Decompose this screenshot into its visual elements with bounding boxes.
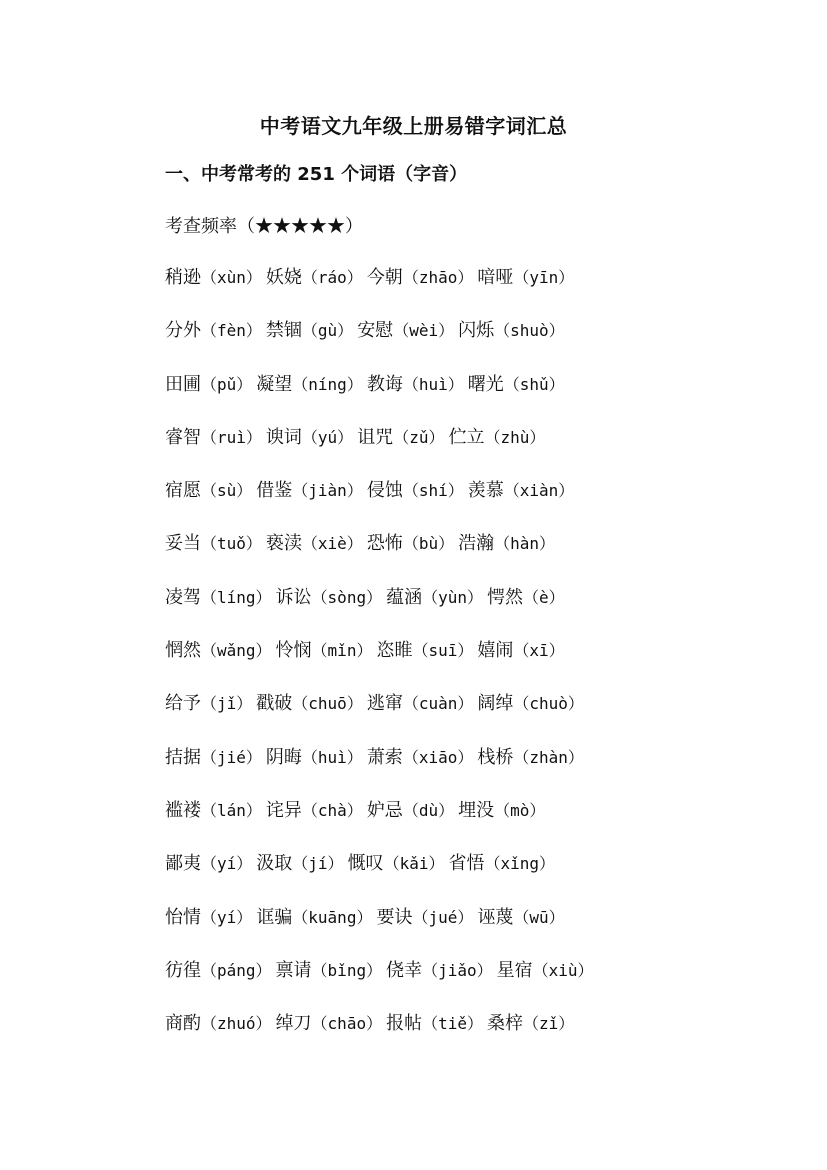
- word-text: 稍逊: [165, 267, 201, 288]
- section-heading: 一、中考常考的 251 个词语（字音）: [165, 164, 468, 185]
- word-text: 商酌: [165, 1013, 201, 1035]
- word-entry: [477, 638, 564, 664]
- word-entry: [165, 318, 262, 344]
- word-text: 鄙夷: [165, 853, 201, 875]
- word-entry: [256, 905, 372, 931]
- word-entry: [165, 265, 262, 291]
- word-entry: [357, 425, 444, 451]
- word-text: 妥当: [165, 533, 201, 555]
- word-pinyin: （jǐ）: [201, 694, 253, 714]
- word-pinyin: （chuò）: [513, 694, 584, 714]
- word-pinyin: （yīn）: [513, 268, 575, 287]
- word-entry: [497, 958, 594, 984]
- word-entry: [468, 372, 565, 398]
- word-entry: [367, 745, 474, 771]
- word-entry: [165, 691, 252, 717]
- word-entry: [266, 425, 353, 451]
- word-pinyin: （lán）: [201, 800, 262, 820]
- word-pinyin: （ruì）: [201, 427, 262, 447]
- word-pinyin: （xiù）: [532, 960, 594, 980]
- word-pinyin: （wǎng）: [201, 641, 272, 661]
- word-pinyin: （fèn）: [201, 321, 262, 341]
- word-pinyin: （jiǎo）: [422, 960, 493, 980]
- word-text: 睿智: [165, 426, 201, 448]
- word-row: [165, 585, 805, 638]
- word-pinyin: （cuàn）: [402, 694, 474, 714]
- word-entry: [367, 478, 464, 504]
- word-text: 绰刀: [275, 1013, 312, 1035]
- word-entry: [357, 318, 454, 344]
- word-pinyin: （xùn）: [201, 268, 262, 287]
- word-text: 亵渎: [265, 533, 302, 555]
- word-entry: [266, 318, 353, 344]
- word-pinyin: （níng）: [292, 374, 363, 394]
- word-pinyin: （jié）: [201, 747, 262, 767]
- word-pinyin: （jí）: [292, 854, 344, 874]
- word-text: 恐怖: [366, 533, 403, 555]
- word-text: 埋没: [458, 799, 495, 821]
- word-text: 桑梓: [487, 1013, 523, 1035]
- word-entry: [165, 1011, 272, 1037]
- word-pinyin: （zǔ）: [393, 427, 445, 447]
- word-row: [165, 851, 805, 904]
- word-text: 田圃: [165, 373, 201, 395]
- word-pinyin: （xī）: [513, 641, 565, 661]
- word-pinyin: （yí）: [201, 907, 253, 927]
- word-row: [165, 425, 805, 478]
- word-text: 恣睢: [376, 640, 413, 662]
- word-entry: [458, 798, 545, 824]
- word-entry: [276, 958, 383, 984]
- word-entry: [477, 745, 584, 771]
- word-text: 诬蔑: [477, 906, 514, 928]
- word-pinyin: （tuǒ）: [201, 534, 262, 554]
- word-row: [165, 372, 805, 425]
- word-pinyin: （xiàn）: [503, 481, 575, 501]
- word-text: 汲取: [256, 853, 293, 875]
- word-pinyin: （zhāo）: [402, 268, 474, 287]
- word-text: 闪烁: [458, 320, 495, 342]
- word-text: 星宿: [496, 959, 533, 981]
- word-row: [165, 745, 805, 798]
- word-entry: [468, 478, 575, 504]
- word-pinyin: （è）: [523, 587, 565, 607]
- word-entry: [165, 851, 252, 877]
- word-text: 怜悯: [275, 640, 312, 662]
- word-entry: [256, 372, 363, 398]
- frequency-rating: 考查频率（★★★★★）: [165, 216, 363, 237]
- word-text: 喑哑: [477, 267, 514, 288]
- word-text: 禁锢: [265, 320, 302, 342]
- word-text: 愕然: [487, 586, 523, 608]
- word-text: 侥幸: [386, 959, 423, 981]
- word-text: 褴褛: [165, 799, 201, 821]
- word-pinyin: （shǔ）: [503, 374, 565, 394]
- word-entry: [165, 372, 252, 398]
- word-text: 谀词: [265, 426, 302, 448]
- word-text: 曙光: [467, 373, 504, 395]
- word-entry: [266, 745, 363, 771]
- word-text: 蕴涵: [386, 586, 423, 608]
- word-text: 诉讼: [275, 586, 312, 608]
- word-text: 凌驾: [165, 586, 201, 608]
- word-text: 凝望: [256, 373, 293, 395]
- word-text: 宿愿: [165, 480, 201, 502]
- word-pinyin: （suī）: [412, 641, 474, 661]
- word-pinyin: （chāo）: [311, 1014, 383, 1034]
- word-text: 借鉴: [256, 480, 293, 502]
- word-entry: [348, 851, 445, 877]
- word-text: 今朝: [366, 267, 403, 288]
- word-pinyin: （zhàn）: [513, 747, 584, 767]
- word-entry: [487, 1011, 574, 1037]
- word-pinyin: （shí）: [402, 481, 464, 501]
- word-pinyin: （yú）: [301, 427, 354, 447]
- word-entry: [477, 265, 574, 291]
- word-entry: [477, 905, 564, 931]
- word-pinyin: （pǔ）: [201, 374, 253, 394]
- word-row: [165, 638, 805, 691]
- word-entry: [487, 585, 565, 611]
- word-entry: [448, 425, 545, 451]
- word-entry: [367, 372, 464, 398]
- word-entry: [276, 1011, 383, 1037]
- word-text: 禀请: [275, 959, 312, 981]
- word-text: 诓骗: [256, 906, 293, 928]
- word-entry: [266, 798, 363, 824]
- word-row: [165, 531, 805, 584]
- word-entry: [165, 745, 262, 771]
- word-pinyin: （líng）: [201, 587, 272, 607]
- word-entry: [276, 585, 383, 611]
- word-text: 彷徨: [165, 959, 201, 981]
- word-text: 浩瀚: [458, 533, 495, 555]
- word-row: [165, 691, 805, 744]
- word-pinyin: （wū）: [513, 907, 565, 927]
- word-pinyin: （kǎi）: [383, 854, 445, 874]
- word-pinyin: （dù）: [402, 800, 455, 820]
- word-text: 妖娆: [265, 267, 302, 288]
- word-pinyin: （xiāo）: [402, 747, 474, 767]
- word-pinyin: （wèi）: [393, 321, 455, 341]
- word-text: 诧异: [265, 799, 302, 821]
- word-list: [165, 265, 805, 1064]
- word-row: [165, 265, 805, 318]
- word-text: 安慰: [357, 320, 394, 342]
- word-pinyin: （sù）: [201, 481, 253, 501]
- word-text: 嬉闹: [477, 640, 514, 662]
- word-row: [165, 1011, 805, 1064]
- document-title: 中考语文九年级上册易错字词汇总: [259, 114, 568, 138]
- word-pinyin: （bǐng）: [311, 960, 383, 980]
- word-text: 拮据: [165, 746, 201, 768]
- word-entry: [165, 905, 252, 931]
- word-entry: [165, 531, 262, 557]
- word-entry: [276, 638, 373, 664]
- word-text: 给予: [165, 693, 201, 715]
- word-row: [165, 958, 805, 1011]
- word-entry: [458, 531, 555, 557]
- word-pinyin: （ráo）: [301, 268, 363, 287]
- word-pinyin: （bù）: [402, 534, 455, 554]
- word-pinyin: （chà）: [301, 800, 363, 820]
- word-text: 报帖: [386, 1013, 423, 1035]
- word-pinyin: （xiè）: [301, 534, 363, 554]
- word-pinyin: （yí）: [201, 854, 253, 874]
- word-entry: [165, 585, 272, 611]
- word-pinyin: （mǐn）: [311, 641, 373, 661]
- word-text: 慨叹: [347, 853, 384, 875]
- word-entry: [165, 425, 262, 451]
- word-entry: [266, 531, 363, 557]
- word-row: [165, 318, 805, 371]
- word-pinyin: （chuō）: [292, 694, 363, 714]
- word-entry: [477, 691, 584, 717]
- word-pinyin: （huì）: [402, 374, 464, 394]
- word-entry: [448, 851, 555, 877]
- word-entry: [376, 638, 473, 664]
- word-entry: [386, 1011, 483, 1037]
- word-text: 妒忌: [366, 799, 403, 821]
- word-pinyin: （gù）: [301, 321, 354, 341]
- word-entry: [367, 265, 474, 291]
- word-entry: [165, 638, 272, 664]
- word-entry: [367, 531, 454, 557]
- word-text: 侵蚀: [366, 480, 403, 502]
- word-entry: [386, 958, 493, 984]
- word-entry: [165, 798, 262, 824]
- word-entry: [165, 478, 252, 504]
- word-entry: [367, 798, 454, 824]
- word-text: 栈桥: [477, 746, 514, 768]
- word-text: 戳破: [256, 693, 293, 715]
- word-pinyin: （tiě）: [422, 1014, 483, 1034]
- word-pinyin: （yùn）: [422, 587, 483, 607]
- word-row: [165, 905, 805, 958]
- word-pinyin: （hàn）: [494, 534, 555, 554]
- word-row: [165, 798, 805, 851]
- word-entry: [256, 851, 343, 877]
- word-entry: [367, 691, 474, 717]
- word-pinyin: （kuāng）: [292, 907, 373, 927]
- word-pinyin: （sòng）: [311, 587, 383, 607]
- word-entry: [386, 585, 483, 611]
- word-text: 羡慕: [467, 480, 504, 502]
- word-text: 萧索: [366, 746, 403, 768]
- word-text: 伫立: [448, 426, 485, 448]
- word-entry: [458, 318, 565, 344]
- word-pinyin: （jué）: [412, 907, 474, 927]
- word-text: 省悟: [448, 853, 485, 875]
- word-entry: [376, 905, 473, 931]
- word-text: 阔绰: [477, 693, 514, 715]
- word-entry: [266, 265, 363, 291]
- word-pinyin: （páng）: [201, 960, 272, 980]
- word-pinyin: （zhù）: [484, 427, 546, 447]
- word-text: 逃窜: [366, 693, 403, 715]
- word-text: 诅咒: [357, 426, 394, 448]
- word-row: [165, 478, 805, 531]
- word-text: 惘然: [165, 640, 201, 662]
- word-text: 阴晦: [265, 746, 302, 768]
- word-entry: [256, 691, 363, 717]
- word-text: 教诲: [366, 373, 403, 395]
- word-text: 要诀: [376, 906, 413, 928]
- word-pinyin: （zhuó）: [201, 1014, 272, 1034]
- word-entry: [165, 958, 272, 984]
- word-pinyin: （xǐng）: [484, 854, 556, 874]
- word-pinyin: （zǐ）: [523, 1014, 575, 1034]
- word-pinyin: （mò）: [494, 800, 546, 820]
- word-pinyin: （jiàn）: [292, 481, 363, 501]
- word-text: 怡情: [165, 906, 201, 928]
- word-entry: [256, 478, 363, 504]
- word-pinyin: （huì）: [301, 747, 363, 767]
- word-pinyin: （shuò）: [494, 321, 565, 341]
- word-text: 分外: [165, 320, 201, 342]
